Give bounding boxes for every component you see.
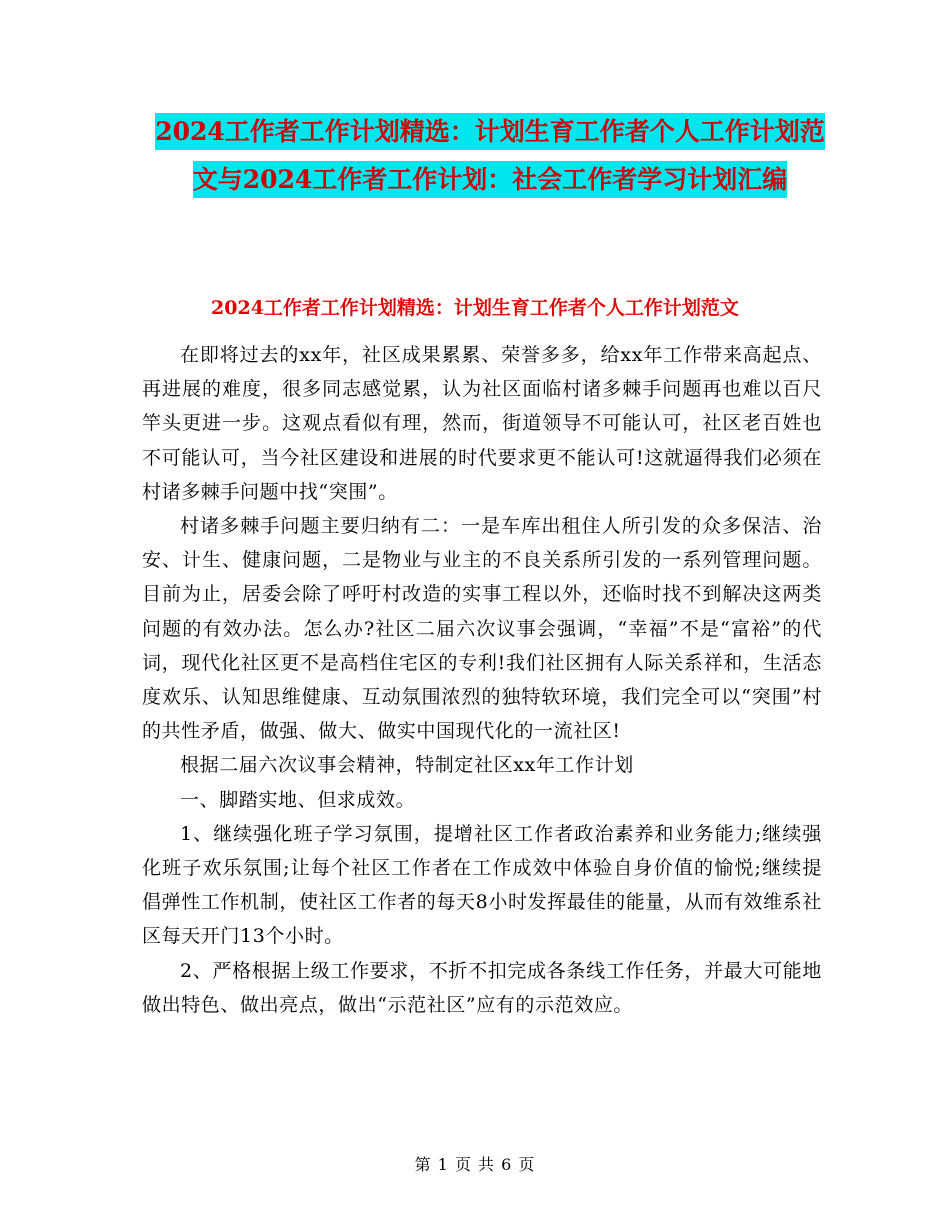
paragraph: 2、严格根据上级工作要求，不折不扣完成各条线工作任务，并最大可能地做出特色、做出亮点，做出“示范社区”应有的示范效应。 [142, 959, 822, 1016]
paragraph: 1、继续强化班子学习氛围，提增社区工作者政治素养和业务能力;继续强化班子欢乐氛围;让每个社区工作者在工作成效中体验自身价值的愉悦;继续提倡弹性工作机制，使社区工作者的每天8小时发挥最佳的能量，从而有效维系社区每天开门13个小时。 [142, 822, 822, 948]
paragraph: 根据二届六次议事会精神，特制定社区xx年工作计划 [180, 754, 634, 777]
paragraph: 一、脚踏实地、但求成效。 [180, 788, 416, 811]
paragraph: 在即将过去的xx年，社区成果累累、荣誉多多，给xx年工作带来高起点、再进展的难度，很多同志感觉累，认为社区面临村诸多棘手问题再也难以百尺竿头更进一步。这观点看似有理，然而，街道领导不可能认可，社区老百姓也不可能认可，当今社区建设和进展的时代要求更不能认可!这就逼得我们必须在村诸多棘手问题中找“突围”。 [142, 344, 822, 503]
document-body [142, 338, 822, 1022]
section-title: 2024工作者工作计划精选：计划生育工作者个人工作计划范文 [211, 297, 739, 319]
page-number-footer: 第 1 页 共 6 页 [414, 1155, 536, 1174]
document-title-text: 2024工作者工作计划精选：计划生育工作者个人工作计划范文与2024工作者工作计划：社会工作者学习计划汇编 [155, 113, 825, 198]
document-title [150, 108, 830, 204]
paragraph: 村诸多棘手问题主要归纳有二：一是车库出租住人所引发的众多保洁、治安、计生、健康问题，二是物业与业主的不良关系所引发的一系列管理问题。目前为止，居委会除了呼吁村改造的实事工程以外，还临时找不到解决这两类问题的有效办法。怎么办?社区二届六次议事会强调，“幸福”不是“富裕”的代词，现代化社区更不是高档住宅区的专利!我们社区拥有人际关系祥和，生活态度欢乐、认知思维健康、互动氛围浓烈的独特软环境，我们完全可以“突围”村的共性矛盾，做强、做大、做实中国现代化的一流社区! [142, 515, 822, 743]
